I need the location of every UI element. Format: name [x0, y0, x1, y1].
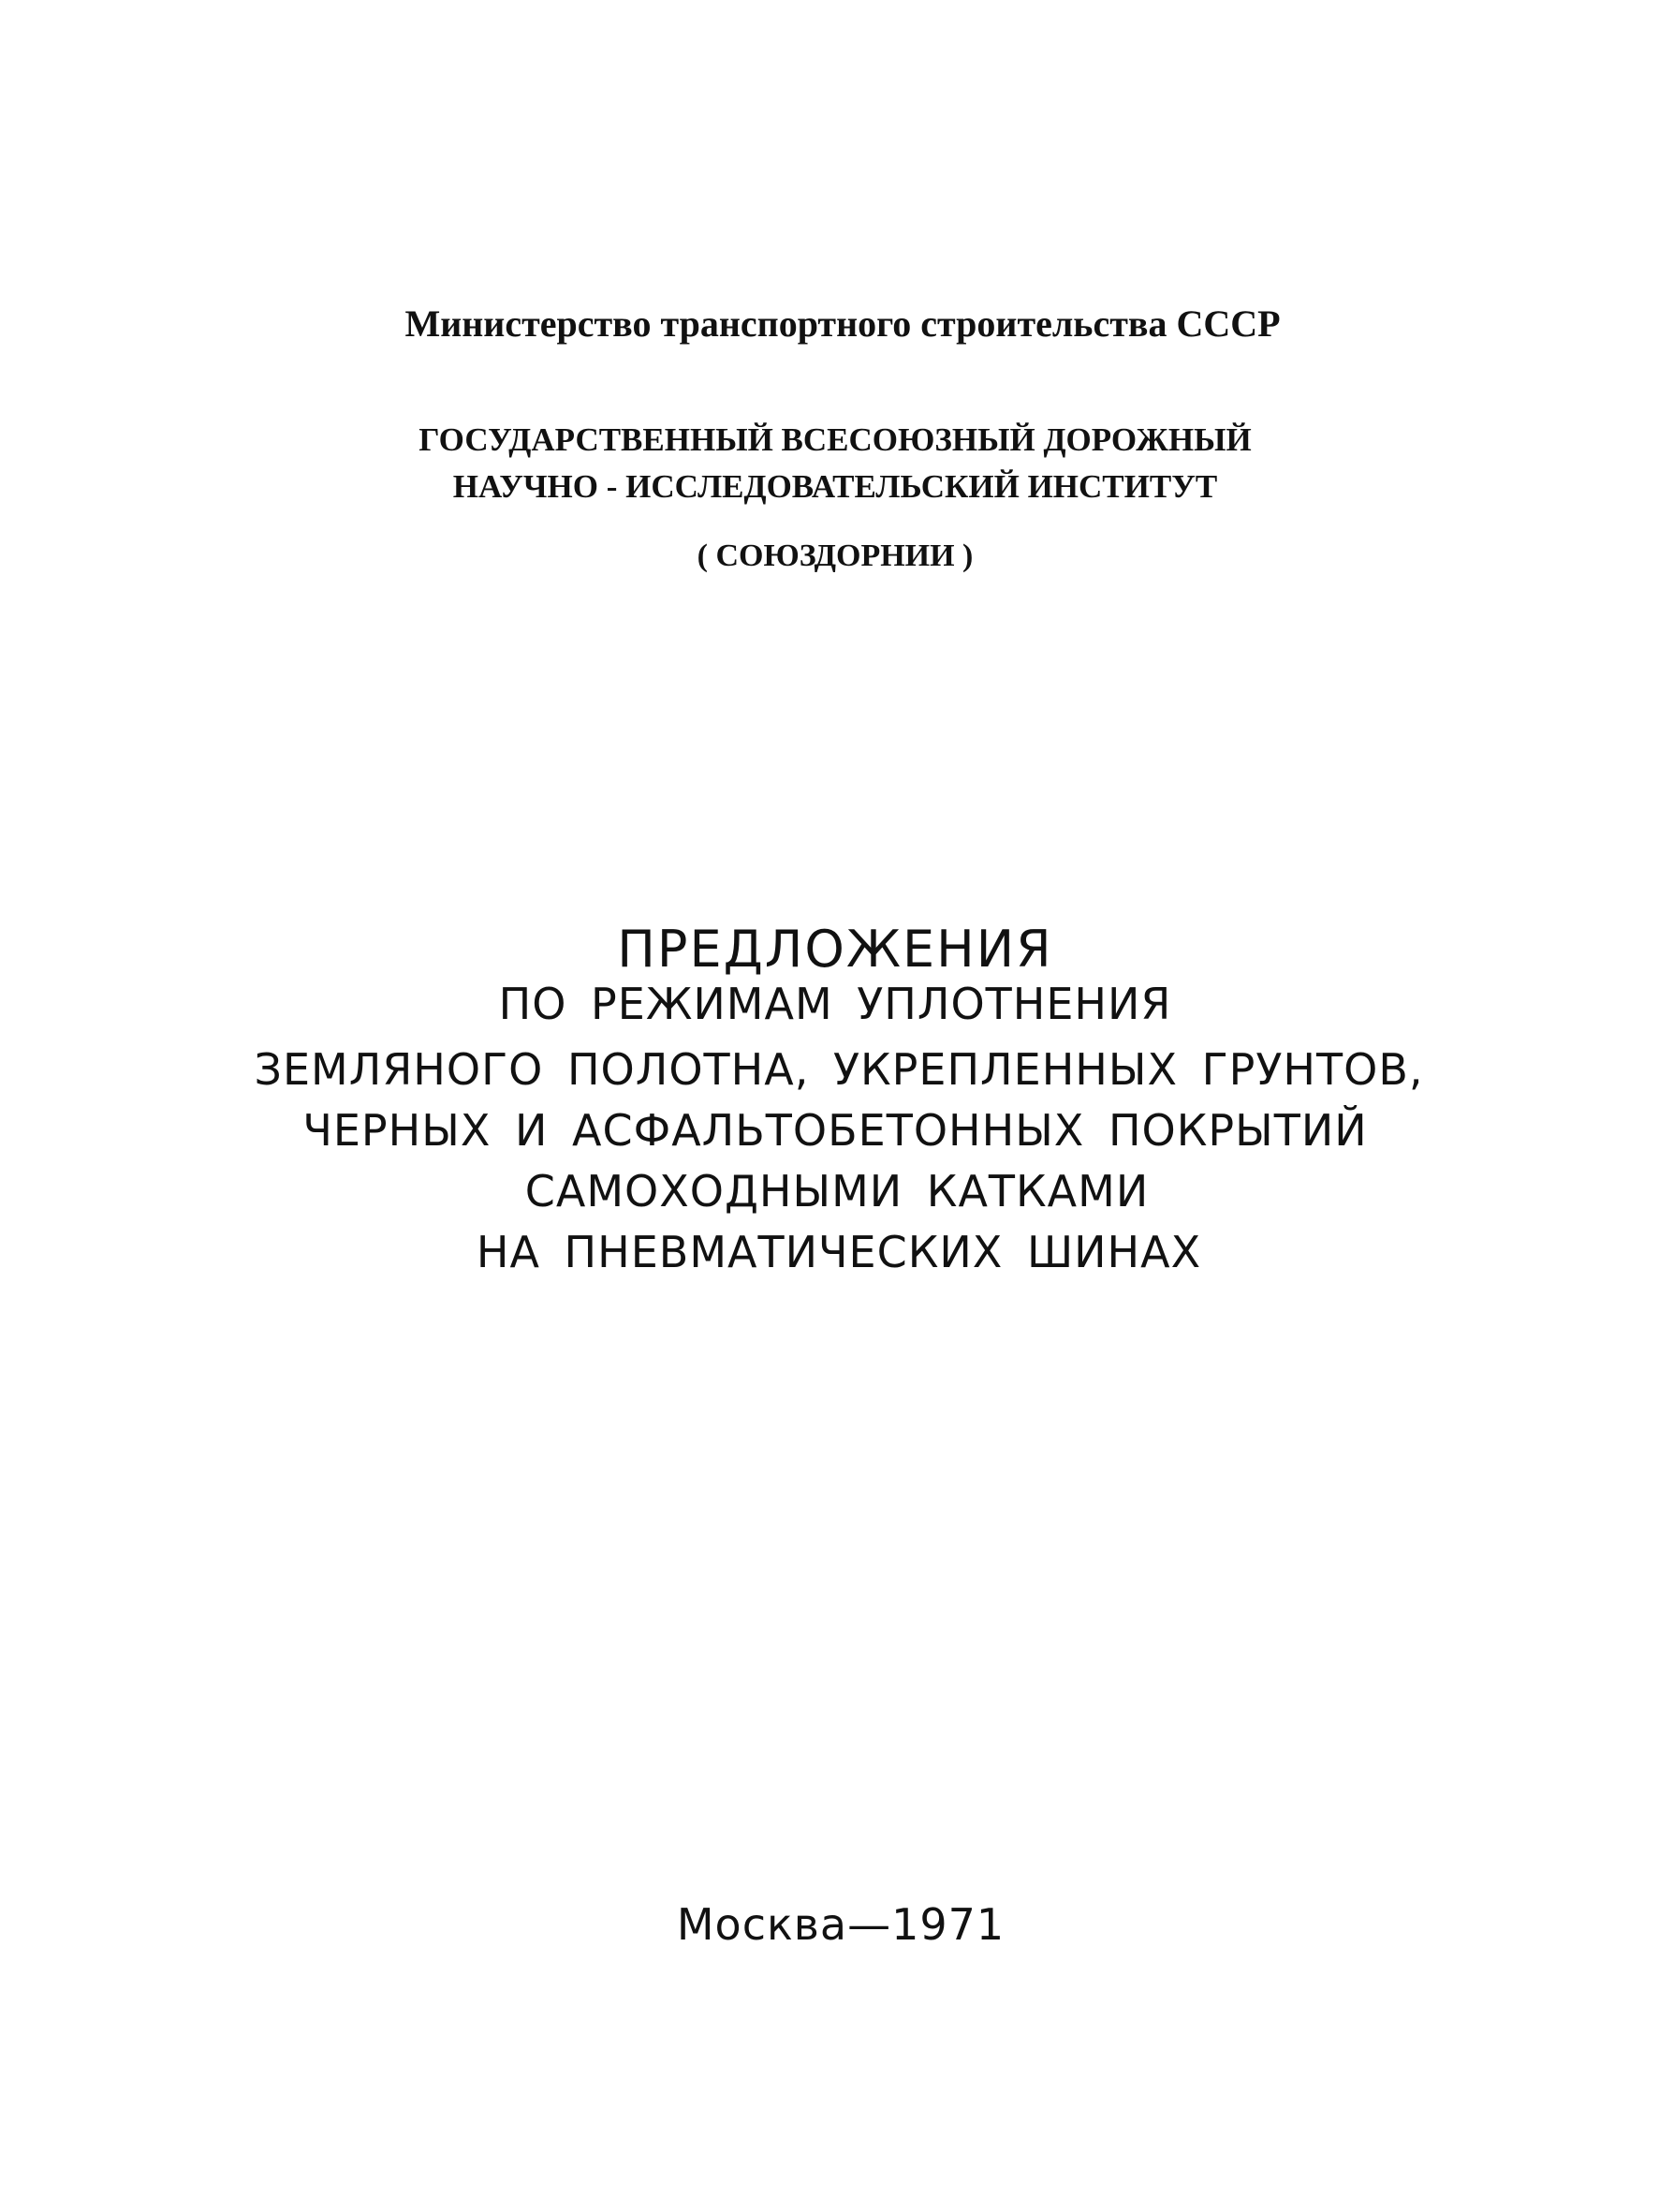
document-title-line-3: ЧЕРНЫХ И АСФАЛЬТОБЕТОННЫХ ПОКРЫТИЙ	[302, 1105, 1368, 1156]
institute-name-line-2: НАУЧНО - ИССЛЕДОВАТЕЛЬСКИЙ ИНСТИТУТ	[452, 468, 1218, 505]
ministry-name: Министерство транспортного строительства СССР	[404, 302, 1281, 345]
institute-name-line-1: ГОСУДАРСТВЕННЫЙ ВСЕСОЮЗНЫЙ ДОРОЖНЫЙ	[418, 421, 1252, 458]
document-title-line-5: НА ПНЕВМАТИЧЕСКИХ ШИНАХ	[476, 1227, 1202, 1277]
publication-city-year: Москва—1971	[676, 1899, 1006, 1950]
institute-abbreviation: ( СОЮЗДОРНИИ )	[697, 538, 974, 573]
document-title-line-2: ЗЕМЛЯНОГО ПОЛОТНА, УКРЕПЛЕННЫХ ГРУНТОВ,	[254, 1044, 1424, 1095]
document-title-heading: ПРЕДЛОЖЕНИЯ	[617, 920, 1053, 979]
document-title-line-1: ПО РЕЖИМАМ УПЛОТНЕНИЯ	[498, 979, 1172, 1029]
document-title-line-4: САМОХОДНЫМИ КАТКАМИ	[524, 1166, 1150, 1217]
